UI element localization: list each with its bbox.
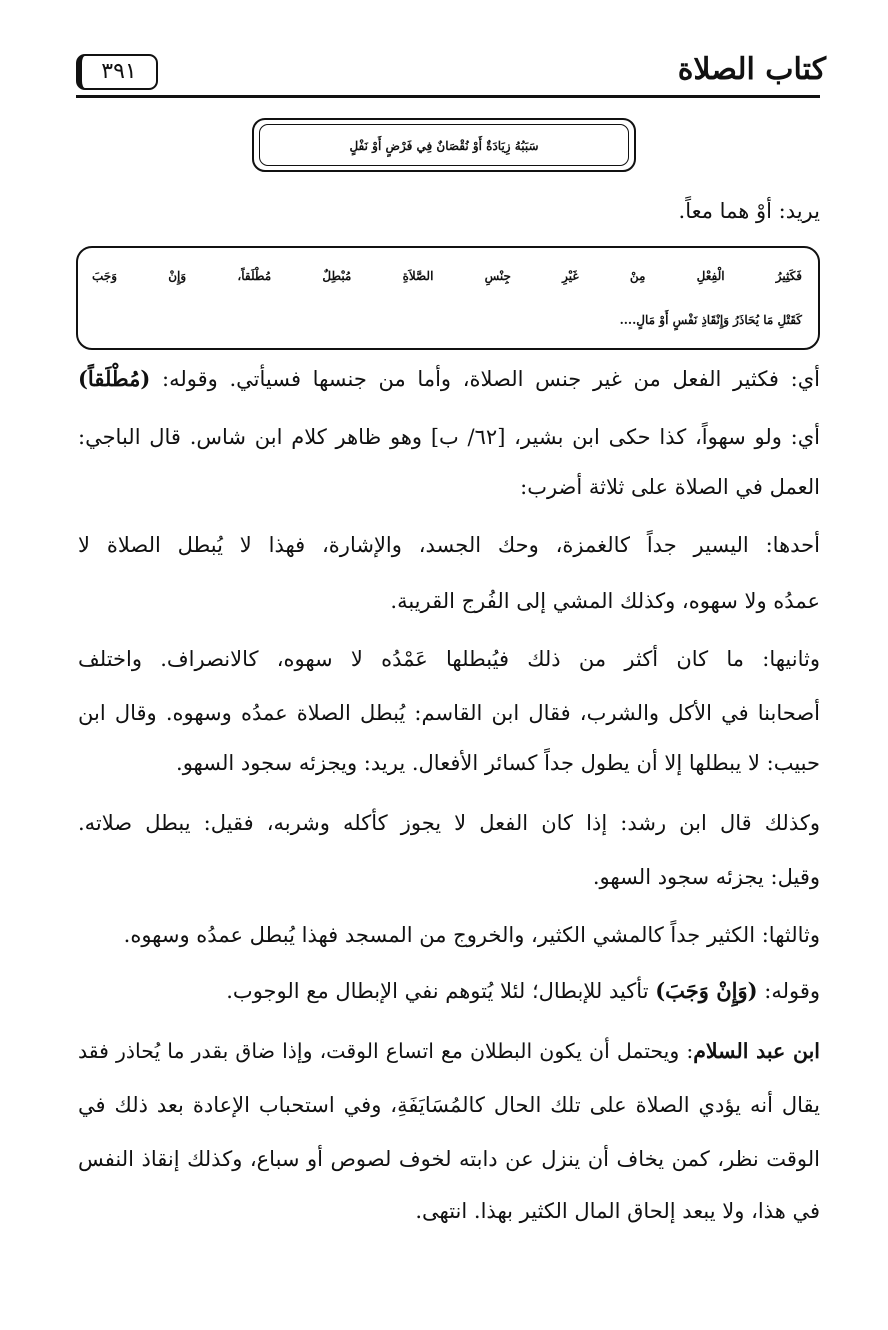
paragraph-7-line-4: في هذا، ولا يبعد إلحاق المال الكثير بهذا. انتهى. — [415, 1199, 820, 1223]
matn-line-2: كَقَتْلِ مَا يُحَاذَرُ وَإِنْقَاذِ نَفْسٍ أَوْ مَالٍ.... — [619, 313, 802, 327]
paragraph-2-line-2: عمدُه ولا سهوه، وكذلك المشي إلى الفُرج القريبة. — [390, 589, 820, 613]
commentary-text: أي: فكثير الفعل من غير جنس الصلاة، وأما من جنسها فسيأتي. وقوله: — [150, 367, 820, 391]
paragraph-6-line-1 — [226, 974, 820, 1008]
paragraph-3-line-3: حبيب: لا يبطلها إلا أن يطول جداً كسائر الأفعال. يريد: ويجزئه سجود السهو. — [176, 751, 820, 775]
paragraph-4-line-2: وقيل: يجزئه سجود السهو. — [592, 865, 820, 889]
paragraph-7-line-2: يقال أنه يؤدي الصلاة على تلك الحال كالمُسَايَفَةِ، وفي استحباب الإعادة بعد ذلك في — [78, 1093, 820, 1117]
section-heading-box — [252, 118, 636, 172]
commentary-text: : ويحتمل أن يكون البطلان مع اتساع الوقت، وإذا ضاق بقدر ما يُحاذر فقد — [78, 1039, 694, 1063]
running-header-title: كتاب الصلاة — [677, 52, 826, 87]
paragraph-1-line-3: العمل في الصلاة على ثلاثة أضرب: — [520, 475, 820, 499]
paragraph-7-line-1 — [78, 1034, 820, 1068]
paragraph-3-line-1: وثانيها: ما كان أكثر من ذلك فيُبطلها عَمْدُه لا سهوه، كالانصراف. واختلف — [78, 647, 820, 671]
matn-box — [76, 246, 820, 350]
commentary-text: وقوله: — [757, 979, 820, 1003]
section-heading: سَبَبُهُ زِيَادَةٌ أَوْ نُقْصَانٌ فِي فَرْضٍ أَوْ نَفْلٍ — [259, 124, 629, 166]
paragraph-4-line-1: وكذلك قال ابن رشد: إذا كان الفعل لا يجوز كأكله وشربه، فقيل: يبطل صلاته. — [78, 811, 820, 835]
matn-line-1: فَكَثِيرُ الْفِعْلِ مِنْ غَيْرِ جِنْسِ الصَّلاَةِ مُبْطِلٌ مُطْلَقاً، وَإِنْ وَجَبَ — [92, 269, 802, 283]
paragraph-1-line-2: أي: ولو سهواً، كذا حكى ابن بشير، [٦٢/ ب] وهو ظاهر كلام ابن شاس. قال الباجي: — [78, 425, 821, 449]
paragraph-5-line-1: وثالثها: الكثير جداً كالمشي الكثير، والخروج من المسجد فهذا يُبطل عمدُه وسهوه. — [123, 923, 820, 947]
header-rule — [76, 95, 820, 98]
quoted-matn: (وَإِنْ وَجَبَ) — [655, 978, 758, 1003]
cited-author: ابن عبد السلام — [693, 1039, 820, 1063]
paragraph-3-line-2: أصحابنا في الأكل والشرب، فقال ابن القاسم: يُبطل الصلاة عمدُه وسهوه. وقال ابن — [78, 701, 820, 725]
quoted-matn: (مُطْلَقاً) — [78, 366, 151, 391]
paragraph-7-line-3: الوقت نظر، كمن يخاف أن ينزل عن دابته لخوف لصوص أو سباع، وكذلك إنقاذ النفس — [78, 1147, 820, 1171]
page-number: ٣٩١ — [76, 54, 158, 90]
intro-line: يريد: أوْ هما معاً. — [678, 199, 820, 223]
paragraph-1-line-1 — [78, 362, 820, 396]
paragraph-2-line-1: أحدها: اليسير جداً كالغمزة، وحك الجسد، والإشارة، فهذا لا يُبطل الصلاة لا — [78, 533, 820, 557]
commentary-text: تأكيد للإبطال؛ لئلا يُتوهم نفي الإبطال مع الوجوب. — [226, 979, 656, 1003]
